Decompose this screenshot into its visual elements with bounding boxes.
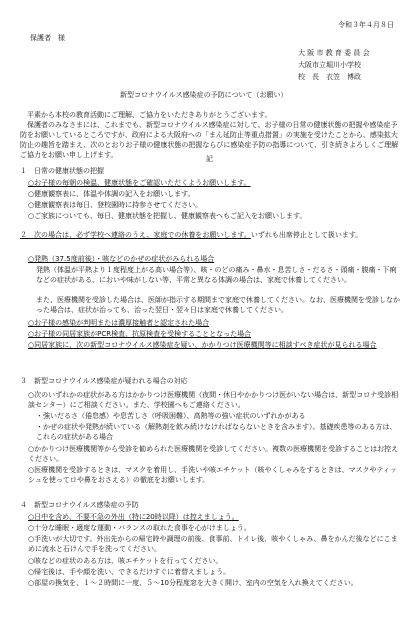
section-2-pcr: ○お子様の同居家族がPCR検査、抗原検査を受検することとなった場合	[28, 330, 252, 338]
section-3-p1: ○次のいずれかの症状がある方はかかりつけ医療機関（夜間・休日やかかりつけ医がいない場合は、新型コロナ受診相談センター）にご相談ください。また、学校園へもご連絡ください。	[28, 391, 399, 409]
intro-paragraph-2: 保護者のみなさまには、これまでも、新型コロナウイルス感染症に対して、お子様の日常の健康状態の把握や感染症予防をお願いしているところですが、政府による大阪府への「まん延防止等重点措置」の実施を受けたことから、感染拡大防止の趣旨を踏まえ、次のとおりお子様の健康状態の把握ならびに感染症予防の指導について、引き続きよろしくご理解ご協力をお願い申し上げます。	[20, 121, 399, 159]
section-3-p2: ○かかりつけ医療機関等から受診を勧められた医療機関を受診してください。複数の医療機関を受診することはお控えください。	[28, 445, 399, 463]
section-2-family: ○同居家族に、次の新型コロナウイルス感染症を疑い、かかりつけ医療機関等に相談すべき症状が見られる場合	[28, 341, 377, 349]
section-3-bullet-2: ・かぜの症状や発熱が続いている（解熱剤を飲み続けなければならないときを含みます）。基礎疾患等のある方は、これらの症状がある場合	[36, 423, 397, 441]
section-1-item: ○健康観察表は毎日、登校園時に持参させてください。	[28, 201, 203, 209]
section-1-item: ○健康観察表に、体温や体調の記入をお願いします。	[28, 190, 195, 198]
document-title: 新型コロナウイルス感染症の予防について（お願い）	[120, 91, 288, 99]
sender-school: 大阪市立堀川小学校	[298, 61, 361, 69]
section-1-item: ○ご家族についても、毎日、健康状態を把握し、健康観察表へもご記入をお願いします。	[28, 212, 307, 220]
section-2-heading	[20, 230, 402, 240]
section-4-item: ○帰宅後は、手や顔を洗い、できるだけすぐに着替えましょう。	[28, 568, 231, 576]
section-2-fever-body-2: また、医療機関を受診した場合は、医師が指示する期間まで家庭で休養してください。なお、医療機関を受診しなかった場合は、症状が治っても、治った翌日・翌々日は家庭で休養してください。	[36, 296, 400, 314]
section-2-lead-underlined: ２ 次の場合は、必ず学校へ連絡のうえ、家庭での休養をお願いします。	[20, 231, 251, 239]
document-date: 令和３年４月８日	[338, 21, 394, 29]
section-3-p3: ○医療機関を受診するときは、マスクを着用し、手洗いや咳エチケット（咳やくしゃみをするときは、マスクやティッシュを使ってロや鼻をおさえる）の徹底をお願いします。	[28, 466, 397, 484]
sender-block	[298, 47, 370, 83]
section-4-item: ○日中を含め、不要不急の外出（特に20時以降）は控えましょう。	[28, 513, 239, 521]
ki-marker: 記	[206, 155, 213, 163]
section-2-contact: ○お子様の感染が判明または濃厚接触者と認定された場合	[28, 319, 210, 327]
recipient: 保護者 様	[30, 34, 65, 42]
section-3-heading: ３ 新型コロナウイルス感染症が疑われる場合の対応	[20, 377, 188, 385]
section-1-item: ○お子様の毎朝の検温、健康状態をご確認いただくようお願いします。	[28, 179, 251, 187]
section-3-bullet-1: ・強いだるさ（倦怠感）や息苦しさ（呼吸困難）、高熱等の強い症状のいずれかがある	[36, 412, 306, 420]
section-4-item: ○手洗いが大切です。外出先からの帰宅時や調理の前後、食事前、トイレ後、咳やくしゃみ、鼻をかんだ後などにこまめに流水と石けんで手を洗ってください。	[28, 535, 398, 553]
section-4-item: ○十分な睡眠・適度な運動・バランスの取れた食事を心がけましょう。	[28, 524, 251, 532]
intro-paragraph-1: 平素から本校の教育活動にご理解、ご協力をいただきありがとうございます。	[27, 111, 272, 119]
section-2-fever: ○発熱（37.5度前後）・咳などのかぜの症状がみられる場合	[28, 255, 215, 263]
sender-board: 大 阪 市 教 育 委 員 会	[298, 49, 370, 57]
sender-principal: 校 長 衣笠 博政	[298, 73, 361, 81]
section-4-item: ○部屋の換気を、１～２時間に一度、５～10分程度窓を大きく開け、室内の空気を入れ換えてください。	[28, 579, 358, 587]
section-2-fever-body: 発熱（体温が平熱より１度程度上がる高い場合等）、咳・のどの痛み・鼻水・息苦しさ・だるさ・頭痛・腹痛・下痢などの症状がある、においや味がしない等、平常と異なる体調の場合は、家庭で休養してください。	[36, 266, 397, 284]
section-4-item: ○咳などの症状のある方は、咳エチケットを行ってください。	[28, 557, 223, 565]
section-1-heading: １ 日常の健康状態の把握	[20, 167, 104, 175]
section-2-lead-rest: いずれも出席停止として扱います。	[250, 231, 363, 239]
section-4-heading: ４ 新型コロナウイルス感染症の予防	[20, 501, 139, 509]
